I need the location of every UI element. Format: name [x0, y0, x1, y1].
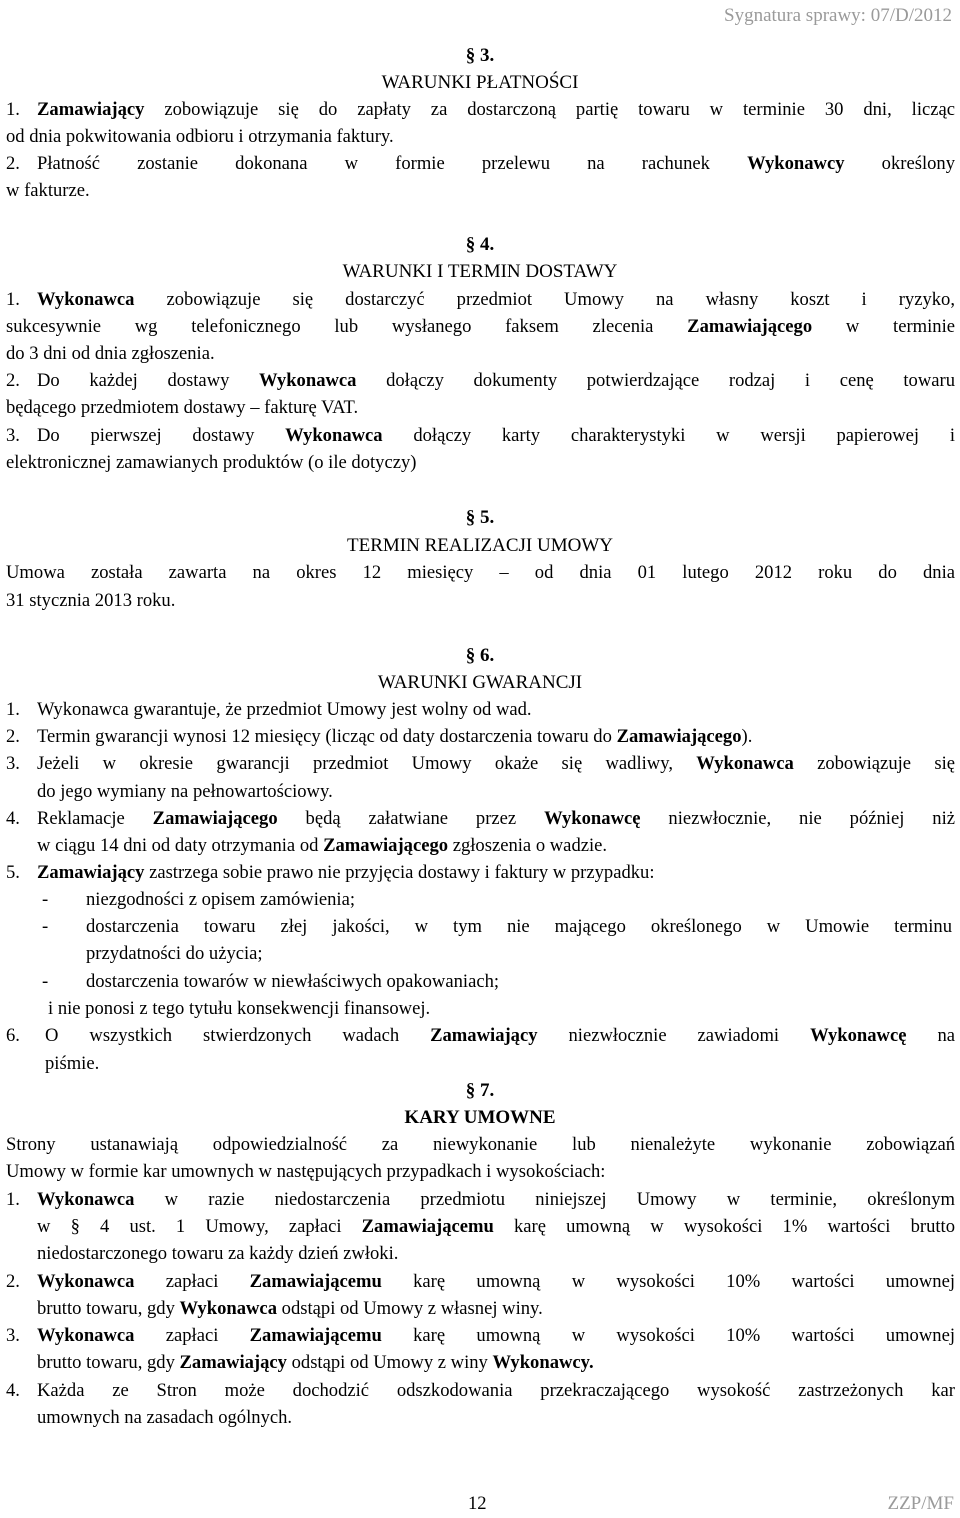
item-number: 2. — [6, 1271, 20, 1292]
s4-item1-line3: do 3 dni od dnia zgłoszenia. — [6, 343, 215, 364]
document-code: ZZP/MF — [887, 1493, 954, 1514]
s7-intro-line2: Umowy w formie kar umownych w następujących przypadkach i wysokościach: — [6, 1161, 606, 1182]
item-number: 4. — [6, 808, 20, 829]
s7-intro-line1: Strony ustanawiają odpowiedzialność za niewykonanie lub nienależyte wykonanie zobowiązań — [6, 1134, 955, 1155]
section-6-title: WARUNKI GWARANCJI — [377, 672, 583, 693]
bullet-dash: - — [42, 916, 49, 937]
item-number: 4. — [6, 1380, 20, 1401]
s6-dash-item1: niezgodności z opisem zamówienia; — [86, 889, 356, 910]
section-7-number: § 7. — [465, 1080, 495, 1101]
page-number: 12 — [468, 1493, 487, 1514]
s4-item2-line2: będącego przedmiotem dostawy – fakturę VAT. — [6, 397, 359, 418]
section-3-number: § 3. — [465, 45, 495, 66]
s7-item4-line1: Każda ze Stron może dochodzić odszkodowania przekraczającego wysokość zastrzeżonych kar — [37, 1380, 955, 1401]
s4-item2-line1: Do każdej dostawy Wykonawca dołączy dokumenty potwierdzające rodzaj i cenę towaru — [37, 370, 955, 391]
s4-item1-line1: Wykonawca zobowiązuje się dostarczyć przedmiot Umowy na własny koszt i ryzyko, — [37, 289, 955, 310]
s5-text-line1: Umowa została zawarta na okres 12 miesięcy – od dnia 01 lutego 2012 roku do dnia — [6, 562, 955, 583]
item-number: 1. — [6, 289, 20, 310]
section-4-number: § 4. — [465, 234, 495, 255]
s3-item1-line2: od dnia pokwitowania odbioru i otrzymania faktury. — [6, 126, 394, 147]
item-number: 3. — [6, 1325, 20, 1346]
item-number: 1. — [6, 1189, 20, 1210]
s3-item2-line2: w fakturze. — [6, 180, 90, 201]
section-7-title: KARY UMOWNE — [404, 1107, 556, 1128]
s7-item1-line2: w § 4 ust. 1 Umowy, zapłaci Zamawiającemu karę umowną w wysokości 1% wartości brutto — [37, 1216, 955, 1237]
section-6-number: § 6. — [465, 645, 495, 666]
item-number: 6. — [6, 1025, 20, 1046]
item-number: 3. — [6, 753, 20, 774]
section-5-number: § 5. — [465, 507, 495, 528]
s4-item3-line1: Do pierwszej dostawy Wykonawca dołączy karty charakterystyki w wersji papierowej i — [37, 425, 955, 446]
s6-dash-item2-line1: dostarczenia towaru złej jakości, w tym nie mającego określonego w Umowie terminu — [86, 916, 952, 937]
bullet-dash: - — [42, 889, 49, 910]
item-number: 3. — [6, 425, 20, 446]
s7-item3-line2: brutto towaru, gdy Zamawiający odstąpi od Umowy z winy Wykonawcy. — [37, 1352, 594, 1373]
bullet-dash: - — [42, 971, 49, 992]
section-5-title: TERMIN REALIZACJI UMOWY — [347, 535, 613, 556]
s6-item5-line1: Zamawiający zastrzega sobie prawo nie przyjęcia dostawy i faktury w przypadku: — [37, 862, 655, 883]
s6-dash-item2-line2: przydatności do użycia; — [86, 943, 263, 964]
s6-item6-line2: piśmie. — [45, 1053, 100, 1074]
s7-item4-line2: umownych na zasadach ogólnych. — [37, 1407, 293, 1428]
s3-item2-line1: Płatność zostanie dokonana w formie przelewu na rachunek Wykonawcy określony — [37, 153, 956, 174]
item-number: 2. — [6, 153, 20, 174]
item-number: 5. — [6, 862, 20, 883]
s4-item3-line2: elektronicznej zamawianych produktów (o ile dotyczy) — [6, 452, 417, 473]
s7-item3-line1: Wykonawca zapłaci Zamawiającemu karę umowną w wysokości 10% wartości umownej — [37, 1325, 955, 1346]
s3-item1-line1: Zamawiający zobowiązuje się do zapłaty za dostarczoną partię towaru w terminie 30 dni, licząc — [37, 99, 955, 120]
s7-item1-line1: Wykonawca w razie niedostarczenia przedmiotu niniejszej Umowy w terminie, określonym — [37, 1189, 955, 1210]
s6-item6-line1: O wszystkich stwierdzonych wadach Zamawiający niezwłocznie zawiadomi Wykonawcę na — [45, 1025, 955, 1046]
s6-item2: Termin gwarancji wynosi 12 miesięcy (licząc od daty dostarczenia towaru do Zamawiającego). — [37, 726, 753, 747]
s6-item4-line1: Reklamacje Zamawiającego będą załatwiane przez Wykonawcę niezwłocznie, nie później niż — [37, 808, 956, 829]
s6-item5-conclusion: i nie ponosi z tego tytułu konsekwencji finansowej. — [48, 998, 431, 1019]
s6-item4-line2: w ciągu 14 dni od daty otrzymania od Zamawiającego zgłoszenia o wadzie. — [37, 835, 608, 856]
s6-dash-item3: dostarczenia towarów w niewłaściwych opakowaniach; — [86, 971, 500, 992]
s4-item1-line2: sukcesywnie wg telefonicznego lub wysłanego faksem zlecenia Zamawiającego w terminie — [6, 316, 955, 337]
case-signature: Sygnatura sprawy: 07/D/2012 — [724, 5, 952, 26]
s6-item3-line2: do jego wymiany na pełnowartościowy. — [37, 781, 333, 802]
s5-text-line2: 31 stycznia 2013 roku. — [6, 590, 176, 611]
section-3-title: WARUNKI PŁATNOŚCI — [381, 72, 579, 93]
section-4-title: WARUNKI I TERMIN DOSTAWY — [342, 261, 618, 282]
s7-item2-line1: Wykonawca zapłaci Zamawiającemu karę umowną w wysokości 10% wartości umownej — [37, 1271, 955, 1292]
item-number: 2. — [6, 370, 20, 391]
s7-item2-line2: brutto towaru, gdy Wykonawca odstąpi od Umowy z własnej winy. — [37, 1298, 543, 1319]
item-number: 2. — [6, 726, 20, 747]
s6-item1: Wykonawca gwarantuje, że przedmiot Umowy jest wolny od wad. — [37, 699, 532, 720]
item-number: 1. — [6, 99, 20, 120]
item-number: 1. — [6, 699, 20, 720]
s6-item3-line1: Jeżeli w okresie gwarancji przedmiot Umowy okaże się wadliwy, Wykonawca zobowiązuje się — [37, 753, 955, 774]
s7-item1-line3: niedostarczonego towaru za każdy dzień zwłoki. — [37, 1243, 399, 1264]
